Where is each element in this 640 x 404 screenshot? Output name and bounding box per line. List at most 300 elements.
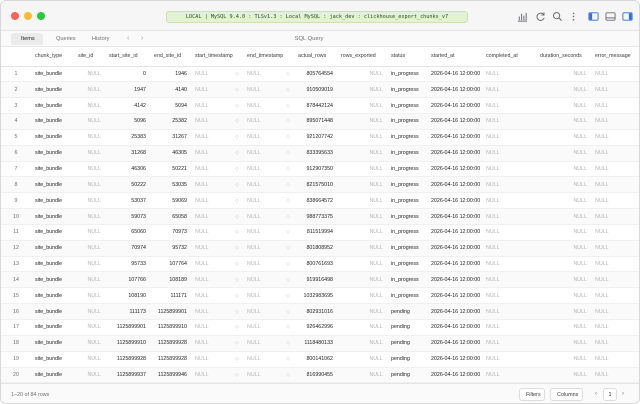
cell-actual-rows[interactable]: 921207742 xyxy=(294,129,337,145)
date-picker-icon[interactable]: ◇ xyxy=(235,308,239,315)
minimize-window-button[interactable] xyxy=(24,12,32,20)
cell-start-site-id[interactable]: 5096 xyxy=(105,114,150,130)
cell-rows-exported-null[interactable]: NULL xyxy=(337,224,387,240)
cell-rows-exported-null[interactable]: NULL xyxy=(337,129,387,145)
table-row[interactable] xyxy=(1,351,640,367)
cell-completed-at-null[interactable]: NULL xyxy=(482,66,536,82)
cell-started-at[interactable]: 2026-04-16 12:00:00 xyxy=(427,240,482,256)
cell-actual-rows[interactable]: 833395633 xyxy=(294,145,337,161)
date-picker-icon[interactable]: ◇ xyxy=(235,134,239,141)
cell-actual-rows[interactable]: 878442124 xyxy=(294,98,337,114)
cell-site-id-null[interactable]: NULL xyxy=(74,272,105,288)
cell-end-site-id[interactable]: 1125899928 xyxy=(150,335,191,351)
cell-completed-at-null[interactable]: NULL xyxy=(482,367,536,383)
table-row[interactable] xyxy=(1,114,640,130)
cell-chunk-type[interactable]: site_bundle xyxy=(31,256,74,272)
cell-duration-seconds-null[interactable]: NULL xyxy=(536,145,591,161)
column-header-chunk-type[interactable]: chunk_type xyxy=(31,47,74,66)
cell-start-timestamp-null[interactable] xyxy=(191,82,243,98)
tab-sql-query[interactable]: SQL Query xyxy=(294,36,324,42)
cell-end-timestamp-null[interactable] xyxy=(243,193,294,209)
cell-site-id-null[interactable]: NULL xyxy=(74,304,105,320)
column-header-end-timestamp[interactable]: end_timestamp xyxy=(243,47,294,66)
cell-start-site-id[interactable]: 50222 xyxy=(105,177,150,193)
table-row[interactable] xyxy=(1,272,640,288)
column-header-error-message[interactable]: error_message xyxy=(591,47,640,66)
cell-end-site-id[interactable]: 1125899928 xyxy=(150,351,191,367)
date-picker-icon[interactable]: ◇ xyxy=(286,276,290,283)
cell-end-site-id[interactable]: 46305 xyxy=(150,145,191,161)
cell-end-timestamp-null[interactable] xyxy=(243,335,294,351)
cell-end-site-id[interactable]: 1125899946 xyxy=(150,367,191,383)
close-window-button[interactable] xyxy=(11,12,19,20)
previous-page-icon[interactable]: ‹ xyxy=(595,391,597,397)
date-picker-icon[interactable]: ◇ xyxy=(235,340,239,347)
table-row[interactable] xyxy=(1,161,640,177)
cell-start-timestamp-null[interactable] xyxy=(191,256,243,272)
cell-end-site-id[interactable]: 111171 xyxy=(150,288,191,304)
cell-completed-at-null[interactable]: NULL xyxy=(482,256,536,272)
cell-chunk-type[interactable]: site_bundle xyxy=(31,351,74,367)
cell-actual-rows[interactable]: 988773375 xyxy=(294,209,337,225)
cell-end-site-id[interactable]: 65058 xyxy=(150,209,191,225)
date-picker-icon[interactable]: ◇ xyxy=(286,229,290,236)
cell-end-site-id[interactable]: 95732 xyxy=(150,240,191,256)
cell-error-message-null[interactable]: NULL xyxy=(591,351,640,367)
cell-end-site-id[interactable]: 50221 xyxy=(150,161,191,177)
cell-start-site-id[interactable]: 53037 xyxy=(105,193,150,209)
cell-end-timestamp-null[interactable] xyxy=(243,129,294,145)
cell-start-site-id[interactable]: 107766 xyxy=(105,272,150,288)
table-row[interactable] xyxy=(1,224,640,240)
cell-started-at[interactable]: 2026-04-16 12:00:00 xyxy=(427,82,482,98)
cell-site-id-null[interactable]: NULL xyxy=(74,209,105,225)
cell-error-message-null[interactable]: NULL xyxy=(591,224,640,240)
more-icon[interactable] xyxy=(568,11,579,22)
cell-started-at[interactable]: 2026-04-16 12:00:00 xyxy=(427,66,482,82)
cell-start-timestamp-null[interactable] xyxy=(191,98,243,114)
cell-site-id-null[interactable]: NULL xyxy=(74,114,105,130)
cell-rows-exported-null[interactable]: NULL xyxy=(337,145,387,161)
cell-status[interactable]: in_progress xyxy=(387,114,427,130)
cell-error-message-null[interactable]: NULL xyxy=(591,82,640,98)
cell-error-message-null[interactable]: NULL xyxy=(591,193,640,209)
table-row[interactable] xyxy=(1,256,640,272)
cell-end-timestamp-null[interactable] xyxy=(243,240,294,256)
cell-end-timestamp-null[interactable] xyxy=(243,114,294,130)
cell-error-message-null[interactable]: NULL xyxy=(591,367,640,383)
cell-started-at[interactable]: 2026-04-16 12:00:00 xyxy=(427,98,482,114)
cell-chunk-type[interactable]: site_bundle xyxy=(31,145,74,161)
cell-error-message-null[interactable]: NULL xyxy=(591,129,640,145)
cell-started-at[interactable]: 2026-04-16 12:00:00 xyxy=(427,209,482,225)
date-picker-icon[interactable]: ◇ xyxy=(235,292,239,299)
cell-duration-seconds-null[interactable]: NULL xyxy=(536,82,591,98)
cell-end-site-id[interactable]: 53035 xyxy=(150,177,191,193)
column-header-status[interactable]: status xyxy=(387,47,427,66)
table-row[interactable] xyxy=(1,320,640,336)
cell-start-timestamp-null[interactable] xyxy=(191,351,243,367)
columns-button[interactable]: Columns xyxy=(550,388,583,401)
cell-chunk-type[interactable]: site_bundle xyxy=(31,335,74,351)
cell-chunk-type[interactable]: site_bundle xyxy=(31,66,74,82)
cell-start-site-id[interactable]: 4142 xyxy=(105,98,150,114)
back-icon[interactable]: ‹ xyxy=(127,35,130,42)
cell-end-site-id[interactable]: 108189 xyxy=(150,272,191,288)
column-header-completed-at[interactable]: completed_at xyxy=(482,47,536,66)
cell-end-site-id[interactable]: 59069 xyxy=(150,193,191,209)
cell-end-site-id[interactable]: 4140 xyxy=(150,82,191,98)
cell-completed-at-null[interactable]: NULL xyxy=(482,351,536,367)
date-picker-icon[interactable]: ◇ xyxy=(286,181,290,188)
cell-end-timestamp-null[interactable] xyxy=(243,82,294,98)
cell-start-site-id[interactable]: 1125899910 xyxy=(105,335,150,351)
cell-end-timestamp-null[interactable] xyxy=(243,320,294,336)
refresh-icon[interactable] xyxy=(535,11,546,22)
cell-duration-seconds-null[interactable]: NULL xyxy=(536,114,591,130)
cell-start-site-id[interactable]: 1947 xyxy=(105,82,150,98)
cell-started-at[interactable]: 2026-04-16 12:00:00 xyxy=(427,272,482,288)
cell-chunk-type[interactable]: site_bundle xyxy=(31,288,74,304)
cell-status[interactable]: in_progress xyxy=(387,161,427,177)
cell-site-id-null[interactable]: NULL xyxy=(74,320,105,336)
cell-duration-seconds-null[interactable]: NULL xyxy=(536,177,591,193)
cell-actual-rows[interactable]: 802931016 xyxy=(294,304,337,320)
cell-chunk-type[interactable]: site_bundle xyxy=(31,304,74,320)
cell-chunk-type[interactable]: site_bundle xyxy=(31,224,74,240)
cell-duration-seconds-null[interactable]: NULL xyxy=(536,224,591,240)
cell-site-id-null[interactable]: NULL xyxy=(74,288,105,304)
column-header-site-id[interactable]: site_id xyxy=(74,47,105,66)
cell-duration-seconds-null[interactable]: NULL xyxy=(536,209,591,225)
cell-error-message-null[interactable]: NULL xyxy=(591,240,640,256)
panel-bottom-icon[interactable] xyxy=(605,11,616,22)
date-picker-icon[interactable]: ◇ xyxy=(235,371,239,378)
date-picker-icon[interactable]: ◇ xyxy=(235,165,239,172)
connection-status[interactable]: LOCAL | MySQL 9.4.0 : TLSv1.3 : Local MySQL : jack_dev : clickhouse_export_chunks_v7 xyxy=(166,11,468,23)
cell-end-timestamp-null[interactable] xyxy=(243,288,294,304)
table-row[interactable] xyxy=(1,288,640,304)
cell-start-site-id[interactable]: 1125899901 xyxy=(105,320,150,336)
cell-start-timestamp-null[interactable] xyxy=(191,114,243,130)
cell-site-id-null[interactable]: NULL xyxy=(74,129,105,145)
cell-end-site-id[interactable]: 70973 xyxy=(150,224,191,240)
cell-actual-rows[interactable]: 910509019 xyxy=(294,82,337,98)
cell-duration-seconds-null[interactable]: NULL xyxy=(536,335,591,351)
cell-start-timestamp-null[interactable] xyxy=(191,66,243,82)
cell-completed-at-null[interactable]: NULL xyxy=(482,224,536,240)
cell-chunk-type[interactable]: site_bundle xyxy=(31,82,74,98)
table-row[interactable] xyxy=(1,82,640,98)
date-picker-icon[interactable]: ◇ xyxy=(235,324,239,331)
cell-site-id-null[interactable]: NULL xyxy=(74,351,105,367)
cell-status[interactable]: in_progress xyxy=(387,145,427,161)
date-picker-icon[interactable]: ◇ xyxy=(235,102,239,109)
cell-start-site-id[interactable]: 70974 xyxy=(105,240,150,256)
cell-error-message-null[interactable]: NULL xyxy=(591,66,640,82)
date-picker-icon[interactable]: ◇ xyxy=(235,181,239,188)
cell-rows-exported-null[interactable]: NULL xyxy=(337,256,387,272)
cell-site-id-null[interactable]: NULL xyxy=(74,145,105,161)
cell-error-message-null[interactable]: NULL xyxy=(591,98,640,114)
cell-start-timestamp-null[interactable] xyxy=(191,288,243,304)
cell-start-timestamp-null[interactable] xyxy=(191,272,243,288)
date-picker-icon[interactable]: ◇ xyxy=(286,324,290,331)
cell-rows-exported-null[interactable]: NULL xyxy=(337,304,387,320)
cell-rows-exported-null[interactable]: NULL xyxy=(337,114,387,130)
cell-actual-rows[interactable]: 1032983695 xyxy=(294,288,337,304)
cell-chunk-type[interactable]: site_bundle xyxy=(31,367,74,383)
cell-duration-seconds-null[interactable]: NULL xyxy=(536,193,591,209)
cell-completed-at-null[interactable]: NULL xyxy=(482,335,536,351)
cell-site-id-null[interactable]: NULL xyxy=(74,177,105,193)
cell-chunk-type[interactable]: site_bundle xyxy=(31,209,74,225)
cell-start-site-id[interactable]: 65060 xyxy=(105,224,150,240)
cell-rows-exported-null[interactable]: NULL xyxy=(337,288,387,304)
cell-end-timestamp-null[interactable] xyxy=(243,209,294,225)
column-header-started-at[interactable]: started_at xyxy=(427,47,482,66)
cell-chunk-type[interactable]: site_bundle xyxy=(31,98,74,114)
cell-site-id-null[interactable]: NULL xyxy=(74,193,105,209)
cell-start-timestamp-null[interactable] xyxy=(191,161,243,177)
date-picker-icon[interactable]: ◇ xyxy=(286,245,290,252)
cell-error-message-null[interactable]: NULL xyxy=(591,335,640,351)
cell-rows-exported-null[interactable]: NULL xyxy=(337,66,387,82)
table-row[interactable] xyxy=(1,367,640,383)
cell-rows-exported-null[interactable]: NULL xyxy=(337,177,387,193)
cell-started-at[interactable]: 2026-04-16 12:00:00 xyxy=(427,256,482,272)
column-header-start-timestamp[interactable]: start_timestamp xyxy=(191,47,243,66)
cell-status[interactable]: in_progress xyxy=(387,240,427,256)
date-picker-icon[interactable]: ◇ xyxy=(286,340,290,347)
date-picker-icon[interactable]: ◇ xyxy=(235,245,239,252)
table-row[interactable] xyxy=(1,335,640,351)
cell-end-timestamp-null[interactable] xyxy=(243,256,294,272)
cell-site-id-null[interactable]: NULL xyxy=(74,161,105,177)
cell-duration-seconds-null[interactable]: NULL xyxy=(536,304,591,320)
cell-end-timestamp-null[interactable] xyxy=(243,161,294,177)
cell-started-at[interactable]: 2026-04-16 12:00:00 xyxy=(427,351,482,367)
cell-started-at[interactable]: 2026-04-16 12:00:00 xyxy=(427,193,482,209)
cell-actual-rows[interactable]: 805764554 xyxy=(294,66,337,82)
date-picker-icon[interactable]: ◇ xyxy=(235,229,239,236)
cell-actual-rows[interactable]: 838664572 xyxy=(294,193,337,209)
cell-start-site-id[interactable]: 0 xyxy=(105,66,150,82)
date-picker-icon[interactable]: ◇ xyxy=(235,261,239,268)
cell-rows-exported-null[interactable]: NULL xyxy=(337,98,387,114)
cell-site-id-null[interactable]: NULL xyxy=(74,335,105,351)
cell-actual-rows[interactable]: 800141062 xyxy=(294,351,337,367)
cell-error-message-null[interactable]: NULL xyxy=(591,320,640,336)
cell-actual-rows[interactable]: 926462996 xyxy=(294,320,337,336)
cell-status[interactable]: in_progress xyxy=(387,256,427,272)
date-picker-icon[interactable]: ◇ xyxy=(286,292,290,299)
cell-completed-at-null[interactable]: NULL xyxy=(482,272,536,288)
cell-end-site-id[interactable]: 1946 xyxy=(150,66,191,82)
date-picker-icon[interactable]: ◇ xyxy=(286,197,290,204)
cell-actual-rows[interactable]: 811519994 xyxy=(294,224,337,240)
date-picker-icon[interactable]: ◇ xyxy=(286,261,290,268)
cell-start-site-id[interactable]: 1125899928 xyxy=(105,351,150,367)
cell-duration-seconds-null[interactable]: NULL xyxy=(536,367,591,383)
date-picker-icon[interactable]: ◇ xyxy=(286,308,290,315)
cell-end-site-id[interactable]: 1125899901 xyxy=(150,304,191,320)
cell-start-timestamp-null[interactable] xyxy=(191,320,243,336)
date-picker-icon[interactable]: ◇ xyxy=(286,371,290,378)
cell-actual-rows[interactable]: 912907350 xyxy=(294,161,337,177)
cell-started-at[interactable]: 2026-04-16 12:00:00 xyxy=(427,288,482,304)
cell-completed-at-null[interactable]: NULL xyxy=(482,240,536,256)
cell-end-site-id[interactable]: 31267 xyxy=(150,129,191,145)
cell-started-at[interactable]: 2026-04-16 12:00:00 xyxy=(427,129,482,145)
cell-chunk-type[interactable]: site_bundle xyxy=(31,177,74,193)
forward-icon[interactable]: › xyxy=(141,35,144,42)
cell-site-id-null[interactable]: NULL xyxy=(74,98,105,114)
cell-duration-seconds-null[interactable]: NULL xyxy=(536,256,591,272)
cell-rows-exported-null[interactable]: NULL xyxy=(337,320,387,336)
cell-start-timestamp-null[interactable] xyxy=(191,177,243,193)
cell-status[interactable]: in_progress xyxy=(387,82,427,98)
cell-start-site-id[interactable]: 31268 xyxy=(105,145,150,161)
cell-status[interactable]: in_progress xyxy=(387,66,427,82)
cell-error-message-null[interactable]: NULL xyxy=(591,288,640,304)
cell-error-message-null[interactable]: NULL xyxy=(591,114,640,130)
cell-status[interactable]: in_progress xyxy=(387,288,427,304)
cell-completed-at-null[interactable]: NULL xyxy=(482,193,536,209)
cell-start-site-id[interactable]: 59073 xyxy=(105,209,150,225)
cell-chunk-type[interactable]: site_bundle xyxy=(31,240,74,256)
column-header-start-site-id[interactable]: start_site_id xyxy=(105,47,150,66)
column-header-rows-exported[interactable]: rows_exported xyxy=(337,47,387,66)
cell-end-timestamp-null[interactable] xyxy=(243,66,294,82)
cell-status[interactable]: pending xyxy=(387,335,427,351)
cell-end-timestamp-null[interactable] xyxy=(243,272,294,288)
date-picker-icon[interactable]: ◇ xyxy=(235,197,239,204)
cell-error-message-null[interactable]: NULL xyxy=(591,209,640,225)
cell-duration-seconds-null[interactable]: NULL xyxy=(536,320,591,336)
cell-started-at[interactable]: 2026-04-16 12:00:00 xyxy=(427,224,482,240)
table-row[interactable] xyxy=(1,193,640,209)
table-row[interactable] xyxy=(1,98,640,114)
tab-history[interactable]: History xyxy=(92,36,110,42)
cell-end-site-id[interactable]: 5094 xyxy=(150,98,191,114)
sidebar-right-icon[interactable] xyxy=(622,11,633,22)
cell-completed-at-null[interactable]: NULL xyxy=(482,129,536,145)
cell-started-at[interactable]: 2026-04-16 12:00:00 xyxy=(427,304,482,320)
cell-rows-exported-null[interactable]: NULL xyxy=(337,193,387,209)
cell-error-message-null[interactable]: NULL xyxy=(591,161,640,177)
cell-error-message-null[interactable]: NULL xyxy=(591,177,640,193)
filters-button[interactable]: Filters xyxy=(519,388,545,401)
cell-status[interactable]: pending xyxy=(387,351,427,367)
next-page-icon[interactable]: › xyxy=(622,391,624,397)
cell-start-timestamp-null[interactable] xyxy=(191,193,243,209)
zoom-window-button[interactable] xyxy=(37,12,45,20)
cell-completed-at-null[interactable]: NULL xyxy=(482,114,536,130)
cell-start-site-id[interactable]: 108190 xyxy=(105,288,150,304)
cell-error-message-null[interactable]: NULL xyxy=(591,304,640,320)
date-picker-icon[interactable]: ◇ xyxy=(235,356,239,363)
cell-end-site-id[interactable]: 25382 xyxy=(150,114,191,130)
date-picker-icon[interactable]: ◇ xyxy=(235,276,239,283)
cell-started-at[interactable]: 2026-04-16 12:00:00 xyxy=(427,161,482,177)
date-picker-icon[interactable]: ◇ xyxy=(286,118,290,125)
cell-duration-seconds-null[interactable]: NULL xyxy=(536,129,591,145)
cell-end-timestamp-null[interactable] xyxy=(243,177,294,193)
date-picker-icon[interactable]: ◇ xyxy=(286,165,290,172)
cell-actual-rows[interactable]: 919916498 xyxy=(294,272,337,288)
cell-duration-seconds-null[interactable]: NULL xyxy=(536,288,591,304)
cell-error-message-null[interactable]: NULL xyxy=(591,256,640,272)
cell-completed-at-null[interactable]: NULL xyxy=(482,288,536,304)
cell-duration-seconds-null[interactable]: NULL xyxy=(536,66,591,82)
cell-actual-rows[interactable]: 895071448 xyxy=(294,114,337,130)
cell-site-id-null[interactable]: NULL xyxy=(74,66,105,82)
chart-icon[interactable] xyxy=(517,11,528,22)
search-icon[interactable] xyxy=(552,11,563,22)
cell-completed-at-null[interactable]: NULL xyxy=(482,161,536,177)
cell-site-id-null[interactable]: NULL xyxy=(74,82,105,98)
column-header-end-site-id[interactable]: end_site_id xyxy=(150,47,191,66)
cell-site-id-null[interactable]: NULL xyxy=(74,256,105,272)
cell-completed-at-null[interactable]: NULL xyxy=(482,304,536,320)
sidebar-left-icon[interactable] xyxy=(588,11,599,22)
cell-status[interactable]: pending xyxy=(387,367,427,383)
table-row[interactable] xyxy=(1,129,640,145)
cell-duration-seconds-null[interactable]: NULL xyxy=(536,98,591,114)
cell-start-timestamp-null[interactable] xyxy=(191,304,243,320)
date-picker-icon[interactable]: ◇ xyxy=(286,134,290,141)
cell-start-timestamp-null[interactable] xyxy=(191,224,243,240)
cell-status[interactable]: pending xyxy=(387,320,427,336)
cell-chunk-type[interactable]: site_bundle xyxy=(31,193,74,209)
cell-actual-rows[interactable]: 800761693 xyxy=(294,256,337,272)
cell-end-timestamp-null[interactable] xyxy=(243,304,294,320)
column-header-duration-seconds[interactable]: duration_seconds xyxy=(536,47,591,66)
cell-started-at[interactable]: 2026-04-16 12:00:00 xyxy=(427,320,482,336)
cell-end-timestamp-null[interactable] xyxy=(243,367,294,383)
page-number[interactable]: 1 xyxy=(603,388,617,401)
column-header-actual-rows[interactable]: actual_rows xyxy=(294,47,337,66)
cell-end-timestamp-null[interactable] xyxy=(243,224,294,240)
tab-queries[interactable]: Queries xyxy=(56,36,76,42)
cell-end-timestamp-null[interactable] xyxy=(243,98,294,114)
date-picker-icon[interactable]: ◇ xyxy=(235,70,239,77)
cell-status[interactable]: in_progress xyxy=(387,193,427,209)
cell-start-timestamp-null[interactable] xyxy=(191,240,243,256)
cell-status[interactable]: pending xyxy=(387,304,427,320)
cell-status[interactable]: in_progress xyxy=(387,129,427,145)
table-row[interactable] xyxy=(1,240,640,256)
cell-start-site-id[interactable]: 46306 xyxy=(105,161,150,177)
cell-rows-exported-null[interactable]: NULL xyxy=(337,367,387,383)
cell-completed-at-null[interactable]: NULL xyxy=(482,98,536,114)
cell-rows-exported-null[interactable]: NULL xyxy=(337,351,387,367)
cell-start-site-id[interactable]: 1125899937 xyxy=(105,367,150,383)
cell-rows-exported-null[interactable]: NULL xyxy=(337,82,387,98)
cell-site-id-null[interactable]: NULL xyxy=(74,224,105,240)
cell-status[interactable]: in_progress xyxy=(387,224,427,240)
cell-chunk-type[interactable]: site_bundle xyxy=(31,129,74,145)
date-picker-icon[interactable]: ◇ xyxy=(286,70,290,77)
cell-completed-at-null[interactable]: NULL xyxy=(482,320,536,336)
cell-actual-rows[interactable]: 801808952 xyxy=(294,240,337,256)
date-picker-icon[interactable]: ◇ xyxy=(286,213,290,220)
cell-start-timestamp-null[interactable] xyxy=(191,367,243,383)
cell-start-site-id[interactable]: 95733 xyxy=(105,256,150,272)
column-header-index[interactable] xyxy=(1,47,31,66)
cell-completed-at-null[interactable]: NULL xyxy=(482,209,536,225)
